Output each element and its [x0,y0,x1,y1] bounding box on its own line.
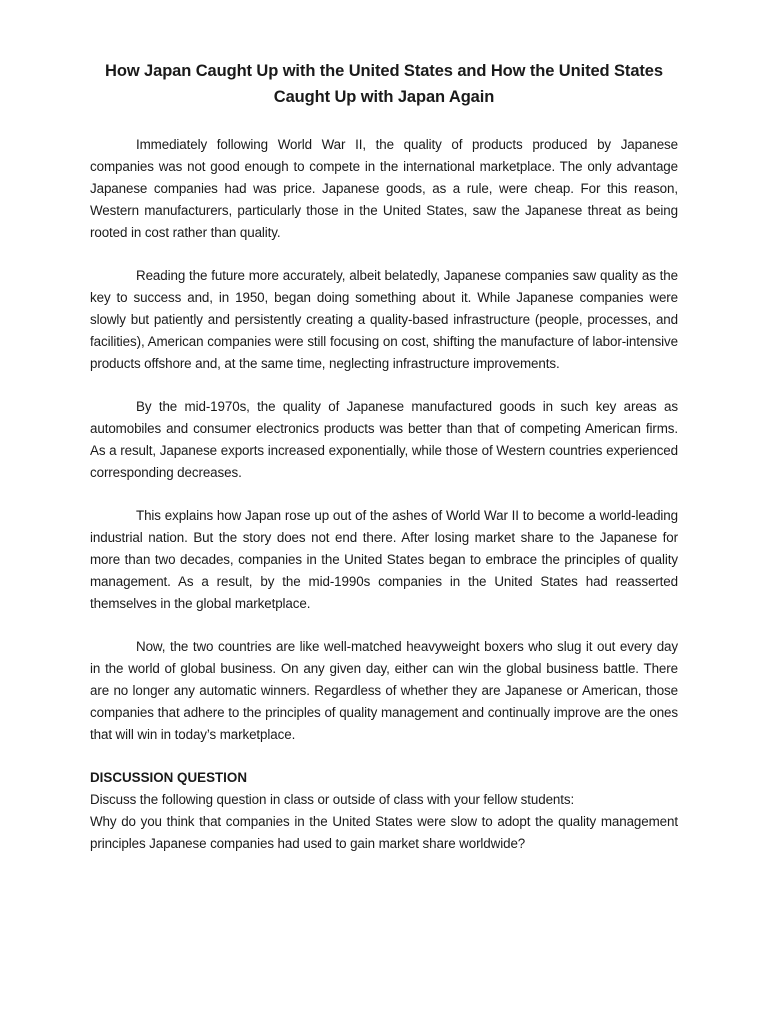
discussion-instruction: Discuss the following question in class or outside of class with your fellow students: [90,792,575,807]
discussion-heading: DISCUSSION QUESTION [90,770,247,785]
discussion-section [90,767,678,855]
paragraph-5: Now, the two countries are like well-matched heavyweight boxers who slug it out every day in the world of global business. On any given day, either can win the global business battle. There are no longer any automatic winners. Regardless of whether they are Japanese or American, those companies that adhere to the principles of quality management and continually improve are the ones that will win in today’s marketplace. [90,639,678,742]
paragraph-3: By the mid-1970s, the quality of Japanese manufactured goods in such key areas as automobiles and consumer electronics products was better than that of competing American firms. As a result, Japanese exports increased exponentially, while those of Western countries experienced corresponding decreases. [90,399,678,480]
document-page [90,58,678,855]
paragraph-1: Immediately following World War II, the quality of products produced by Japanese companies was not good enough to compete in the international marketplace. The only advantage Japanese companies had was price. Japanese goods, as a rule, were cheap. For this reason, Western manufacturers, particularly those in the United States, saw the Japanese threat as being rooted in cost rather than quality. [90,137,678,240]
discussion-question: Why do you think that companies in the United States were slow to adopt the quality management principles Japanese companies had used to gain market share worldwide? [90,814,678,851]
document-title: How Japan Caught Up with the United States and How the United States Caught Up with Japan Again [105,62,663,106]
paragraph-4: This explains how Japan rose up out of the ashes of World War II to become a world-leading industrial nation. But the story does not end there. After losing market share to the Japanese for more than two decades, companies in the United States began to embrace the principles of quality management. As a result, by the mid-1990s companies in the United States had reasserted themselves in the global marketplace. [90,508,678,611]
paragraph-2: Reading the future more accurately, albeit belatedly, Japanese companies saw quality as the key to success and, in 1950, began doing something about it. While Japanese companies were slowly but patiently and persistently creating a quality-based infrastructure (people, processes, and facilities), American companies were still focusing on cost, shifting the manufacture of labor-intensive products offshore and, at the same time, neglecting infrastructure improvements. [90,268,678,371]
